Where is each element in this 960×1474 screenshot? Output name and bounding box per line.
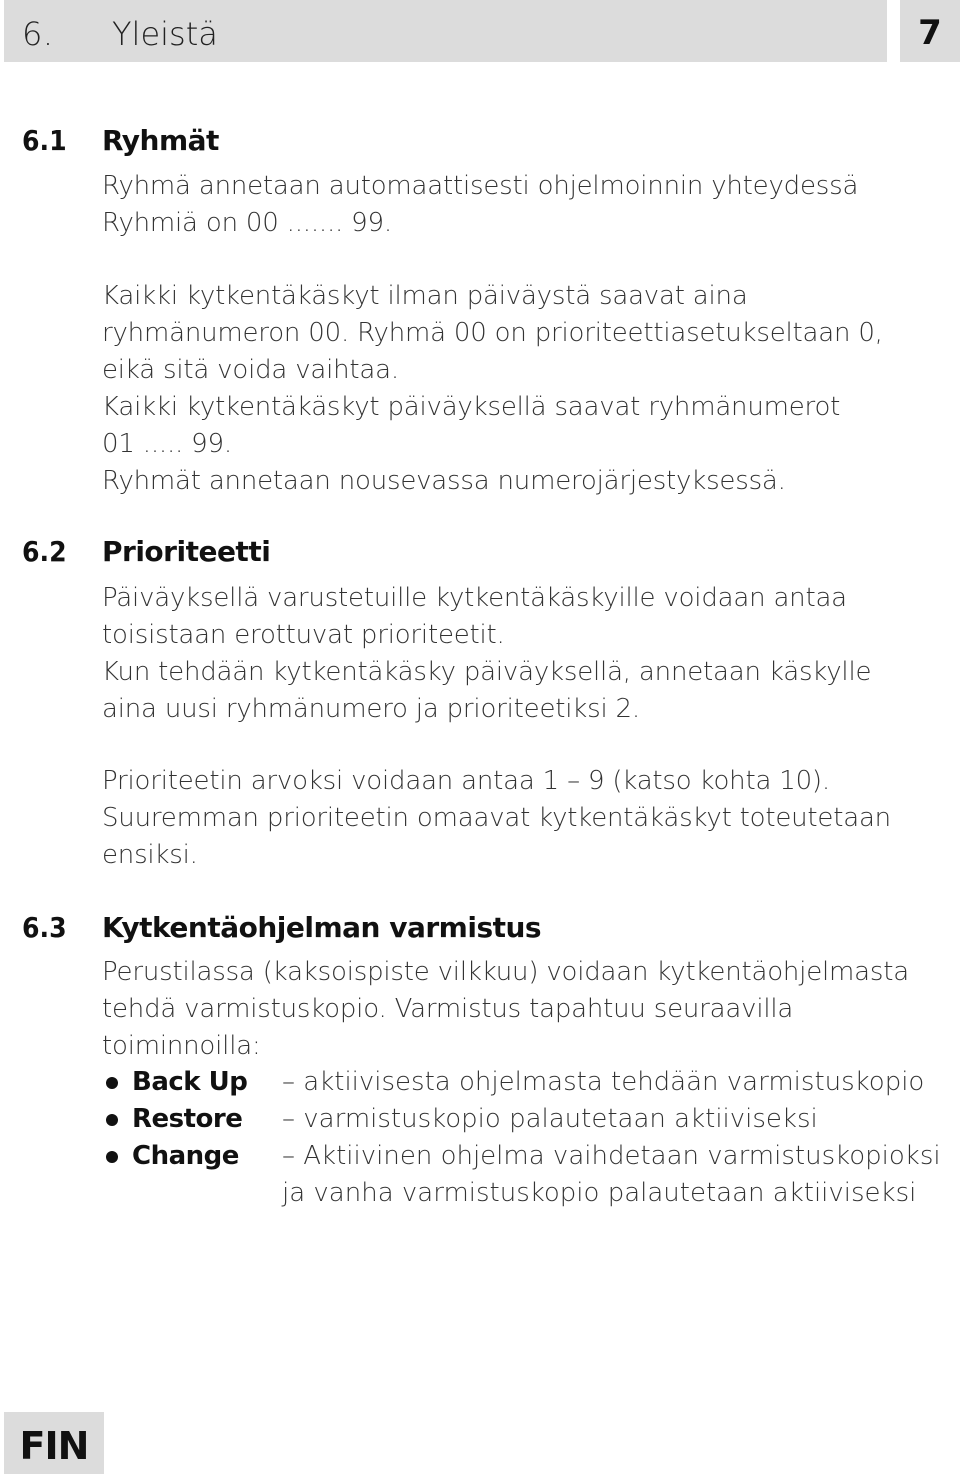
section-number: 6.1: [22, 124, 67, 157]
text-line: Suuremman prioriteetin omaavat kytkentäkäskyt toteutetaan: [102, 803, 891, 833]
function-list: [102, 1064, 941, 1212]
text-line: Ryhmiä on 00 ....... 99.: [102, 208, 392, 238]
text-line: eikä sitä voida vaihtaa.: [102, 355, 399, 385]
text-line: ensiksi.: [102, 840, 198, 870]
function-description-continued: ja vanha varmistuskopio palautetaan aktiiviseksi: [282, 1178, 917, 1208]
paragraph: [102, 168, 902, 242]
text-line: ryhmänumeron 00. Ryhmä 00 on prioriteettiasetukseltaan 0,: [102, 318, 883, 348]
bullet-icon: [106, 1114, 118, 1126]
text-line: toiminnoilla:: [102, 1031, 261, 1061]
chapter-title: Yleistä: [112, 15, 218, 53]
list-item: [102, 1064, 925, 1101]
text-line: Perustilassa (kaksoispiste vilkkuu) voidaan kytkentäohjelmasta: [102, 957, 909, 987]
section-title: Prioriteetti: [102, 535, 271, 568]
text-line: aina uusi ryhmänumero ja prioriteetiksi 2.: [102, 694, 640, 724]
text-line: Prioriteetin arvoksi voidaan antaa 1 – 9 (katso kohta 10).: [102, 766, 830, 796]
list-item: [102, 1138, 941, 1212]
paragraph: [102, 954, 909, 1065]
function-description: – Aktiivinen ohjelma vaihdetaan varmistuskopioksi: [282, 1141, 941, 1171]
page-number: 7: [918, 13, 942, 53]
page-number-box: [900, 0, 960, 62]
text-line: Kaikki kytkentäkäskyt ilman päiväystä saavat aina: [102, 281, 748, 311]
language-label: FIN: [19, 1424, 89, 1468]
text-line: Päiväyksellä varustetuille kytkentäkäskyille voidaan antaa: [102, 583, 847, 613]
bullet-icon: [106, 1151, 118, 1163]
function-name: Back Up: [132, 1067, 248, 1097]
text-line: toisistaan erottuvat prioriteetit.: [102, 620, 505, 650]
function-description: – aktiivisesta ohjelmasta tehdään varmistuskopio: [282, 1067, 925, 1097]
text-line: Kun tehdään kytkentäkäsky päiväyksellä, annetaan käskylle: [102, 657, 872, 687]
paragraph: [102, 580, 902, 728]
text-line: 01 ..... 99.: [102, 429, 232, 459]
function-description: – varmistuskopio palautetaan aktiiviseksi: [282, 1104, 818, 1134]
section-number: 6.3: [22, 911, 67, 944]
bullet-icon: [106, 1077, 118, 1089]
chapter-number: 6.: [22, 15, 54, 53]
paragraph: [102, 278, 902, 500]
function-name: Restore: [132, 1104, 243, 1134]
text-line: Kaikki kytkentäkäskyt päiväyksellä saavat ryhmänumerot: [102, 392, 841, 422]
list-item: [102, 1101, 922, 1138]
section-number: 6.2: [22, 535, 67, 568]
section-title: Ryhmät: [102, 124, 219, 157]
text-line: Ryhmä annetaan automaattisesti ohjelmoinnin yhteydessä: [102, 171, 859, 201]
text-line: tehdä varmistuskopio. Varmistus tapahtuu seuraavilla: [102, 994, 794, 1024]
function-name: Change: [132, 1141, 239, 1171]
chapter-header: [4, 0, 887, 62]
text-line: Ryhmät annetaan nousevassa numerojärjestyksessä.: [102, 466, 786, 496]
section-title: Kytkentäohjelman varmistus: [102, 911, 542, 944]
language-tab: [4, 1412, 104, 1474]
paragraph: [102, 763, 902, 874]
